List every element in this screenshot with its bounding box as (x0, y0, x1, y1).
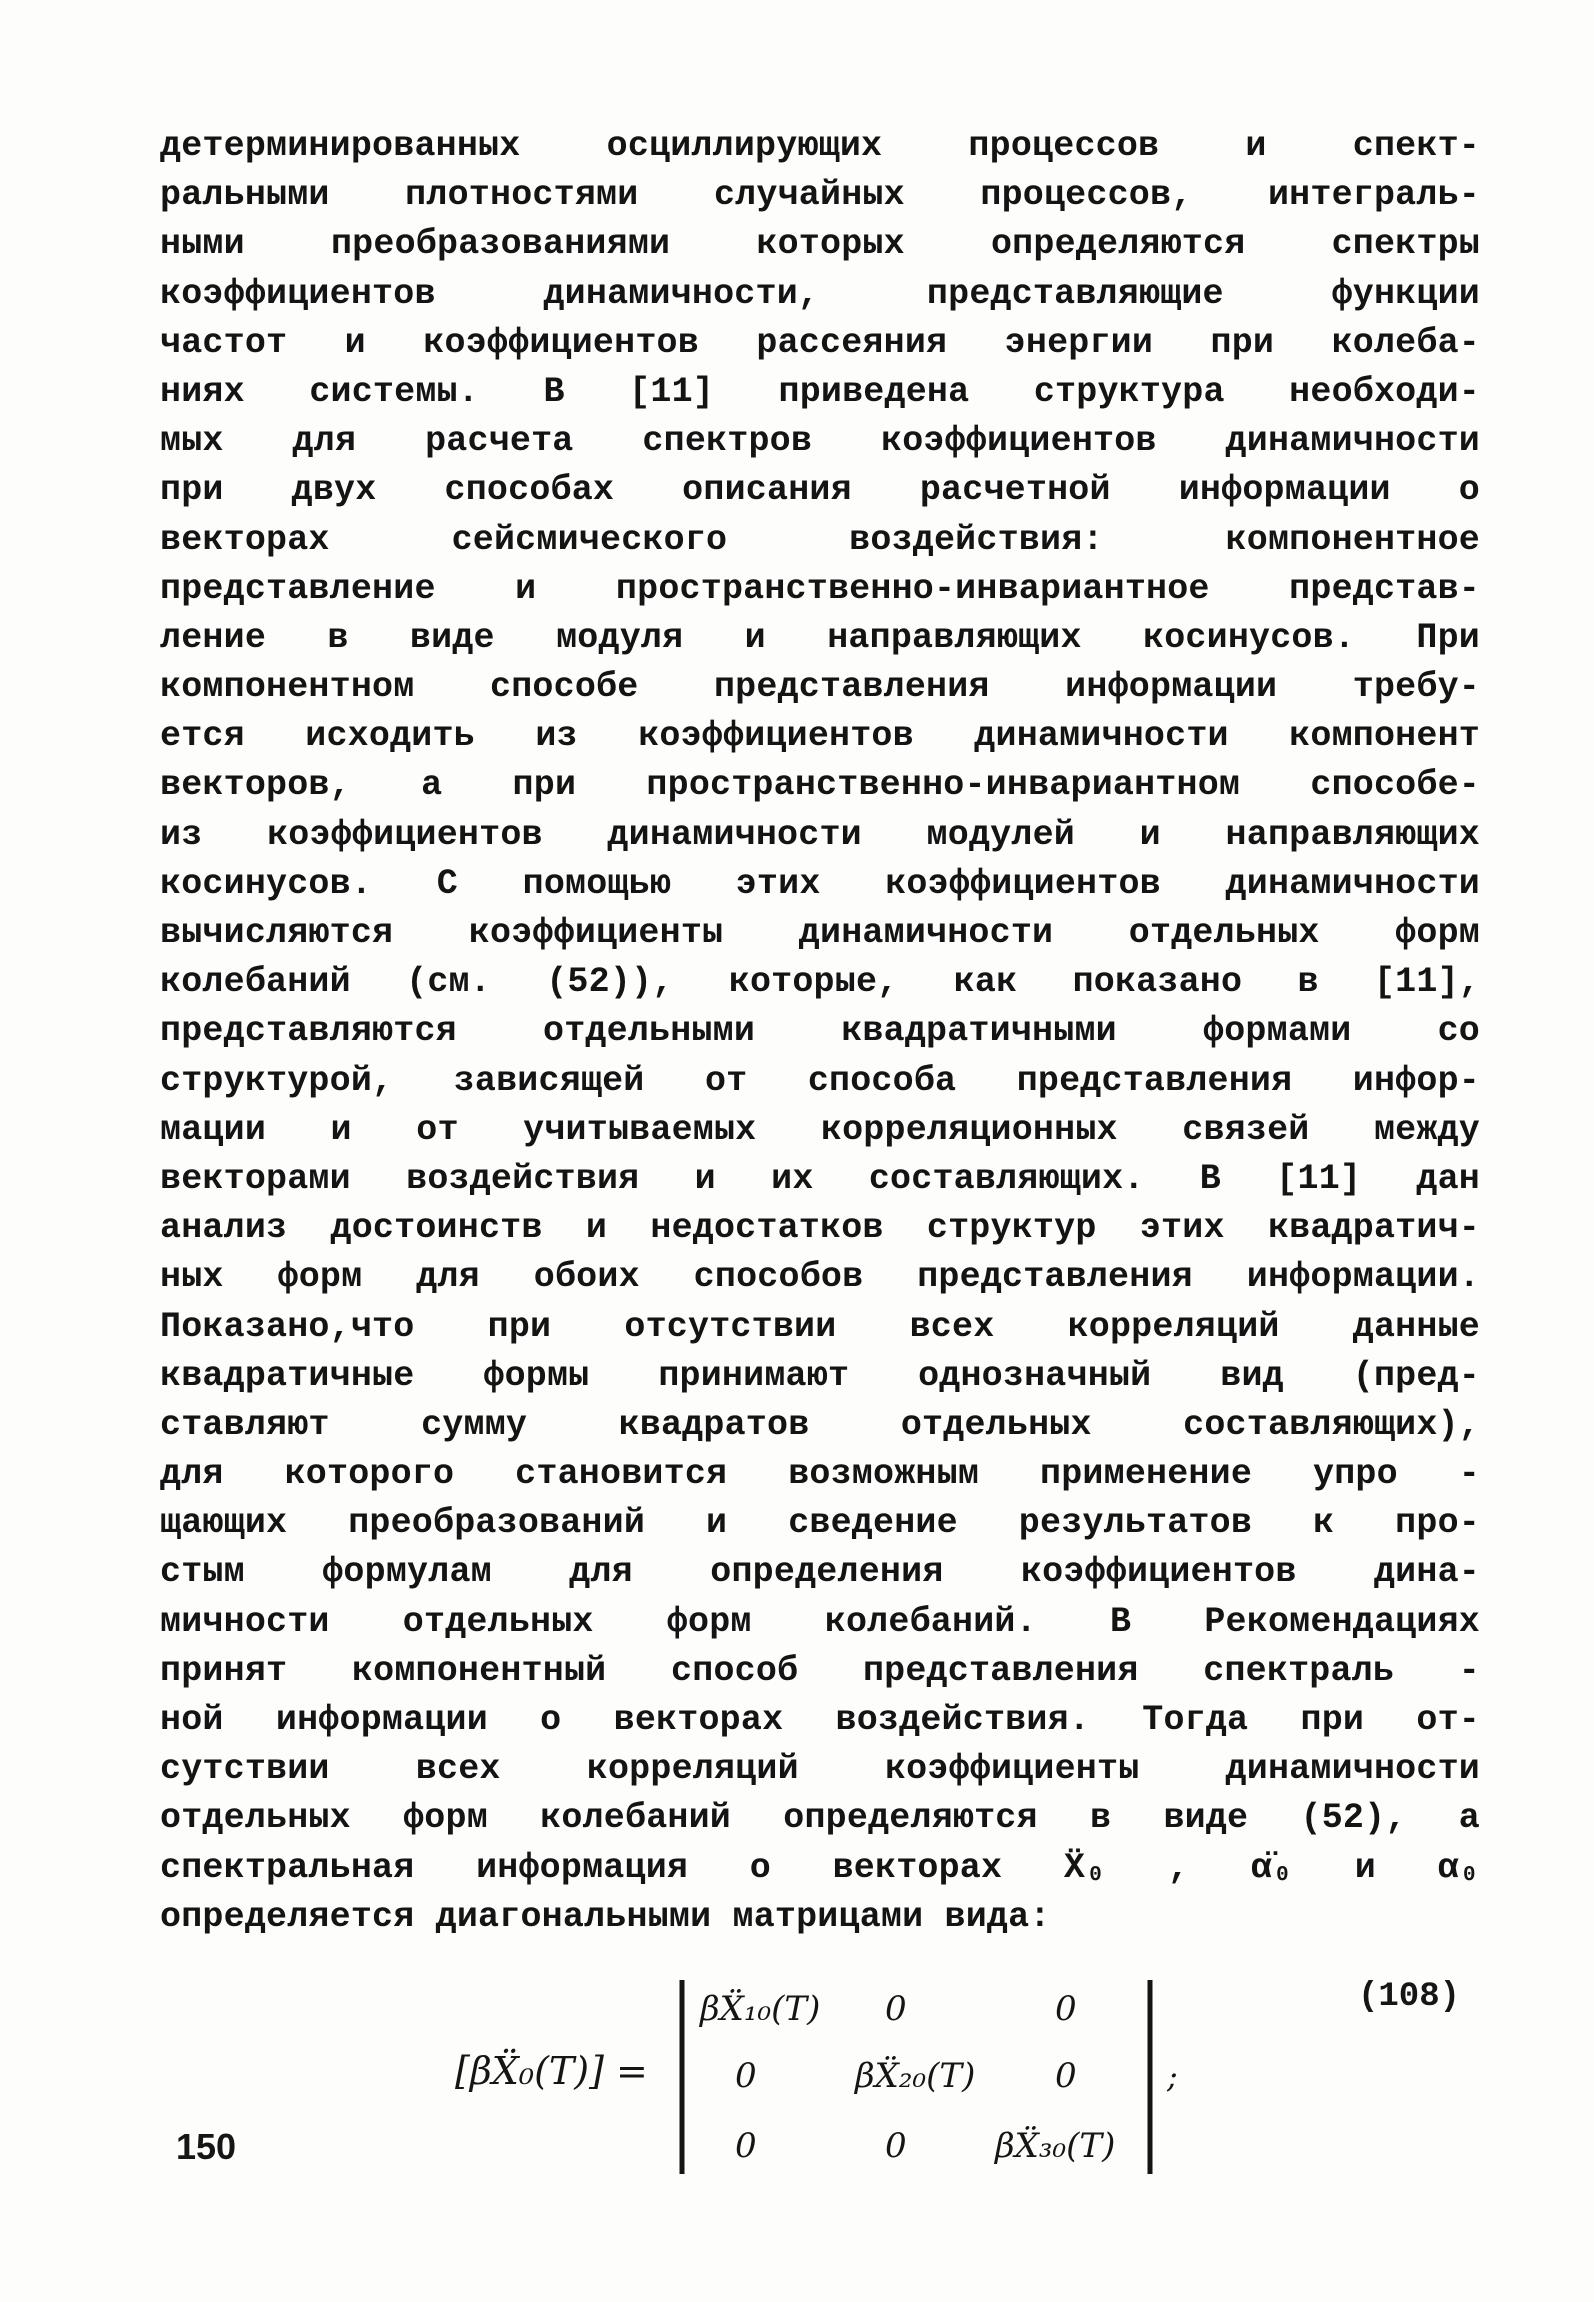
text-line: ными преобразованиями которых определяются спектры (160, 224, 1480, 265)
text-line: векторов, а при пространственно-инвариантном способе- (160, 765, 1480, 806)
text-line: анализ достоинств и недостатков структур этих квадратич- (160, 1208, 1480, 1249)
text-line: векторами воздействия и их составляющих. В [11] дан (160, 1158, 1480, 1199)
equation-number: (108) (1358, 1978, 1461, 2016)
text-line: для которого становится возможным применение упро - (160, 1454, 1480, 1495)
text-line: мых для расчета спектров коэффициентов динамичности (160, 421, 1480, 462)
formula-lhs: [βẌ₀(T)] = (455, 2049, 648, 2093)
text-line: векторах сейсмического воздействия: компонентное (160, 519, 1480, 560)
text-line: представляются отдельными квадратичными формами со (160, 1011, 1480, 1052)
text-line: мации и от учитываемых корреляционных связей между (160, 1109, 1480, 1150)
text-line: колебаний (см. (52)), которые, как показано в [11], (160, 962, 1480, 1003)
text-line: стым формулам для определения коэффициентов дина- (160, 1552, 1480, 1593)
text-line: ставляют сумму квадратов отдельных составляющих), (160, 1404, 1480, 1445)
text-line: сутствии всех корреляций коэффициенты динамичности (160, 1749, 1480, 1790)
text-line: ется исходить из коэффициентов динамичности компонент (160, 716, 1480, 757)
text-line: из коэффициентов динамичности модулей и направляющих (160, 814, 1480, 855)
text-line: представление и пространственно-инвариантное представ- (160, 568, 1480, 609)
text-line: компонентном способе представления информации требу- (160, 667, 1480, 708)
formula-terminator: ; (1167, 2057, 1178, 2095)
text-line: мичности отдельных форм колебаний. В Рекомендациях (160, 1601, 1480, 1642)
matrix-cell: βẌ₃₀(T) (995, 2126, 1116, 2166)
matrix-cell: 0 (1055, 2056, 1077, 2096)
text-line: Показано,что при отсутствии всех корреляций данные (160, 1306, 1480, 1347)
matrix-formula (455, 1962, 1215, 2182)
text-line: квадратичные формы принимают однозначный вид (пред- (160, 1355, 1480, 1396)
text-line: ной информации о векторах воздействия. Тогда при от- (160, 1700, 1480, 1740)
matrix-cell: 0 (735, 2056, 757, 2096)
matrix-cell: 0 (885, 2126, 907, 2166)
page-number: 150 (176, 2126, 237, 2167)
matrix-cell: 0 (735, 2126, 757, 2166)
text-line: косинусов. С помощью этих коэффициентов динамичности (160, 863, 1480, 904)
matrix-cell: βẌ₁₀(T) (700, 1989, 821, 2029)
text-line: коэффициентов динамичности, представляющие функции (160, 273, 1480, 314)
text-line: структурой, зависящей от способа представления инфор- (160, 1060, 1480, 1101)
text-line: принят компонентный способ представления спектраль - (160, 1650, 1480, 1691)
matrix-cell: 0 (885, 1989, 907, 2029)
text-line: частот и коэффициентов рассеяния энергии при колеба- (160, 322, 1480, 363)
text-line: ных форм для обоих способов представления информации. (160, 1257, 1480, 1298)
matrix-cell: βẌ₂₀(T) (855, 2056, 976, 2096)
text-line: щающих преобразований и сведение результатов к про- (160, 1503, 1480, 1544)
text-line: вычисляются коэффициенты динамичности отдельных форм (160, 913, 1480, 953)
matrix-cell: 0 (1055, 1989, 1077, 2029)
formula-svg (455, 1962, 1215, 2182)
text-line: отдельных форм колебаний определяются в виде (52), а (160, 1798, 1480, 1839)
text-line: ральными плотностями случайных процессов, интеграль- (160, 175, 1480, 216)
text-line: детерминированных осциллирующих процессов и спект- (160, 126, 1480, 166)
text-line: спектральная информация о векторах Ẍ₀ , α̈₀ и α₀ (160, 1847, 1480, 1888)
text-line: при двух способах описания расчетной информации о (160, 470, 1480, 511)
body-text (160, 122, 1480, 1942)
text-line: ление в виде модуля и направляющих косинусов. При (160, 617, 1480, 658)
text-line: определяется диагональными матрицами вида: (160, 1896, 1051, 1937)
text-line: ниях системы. В [11] приведена структура необходи- (160, 371, 1480, 412)
